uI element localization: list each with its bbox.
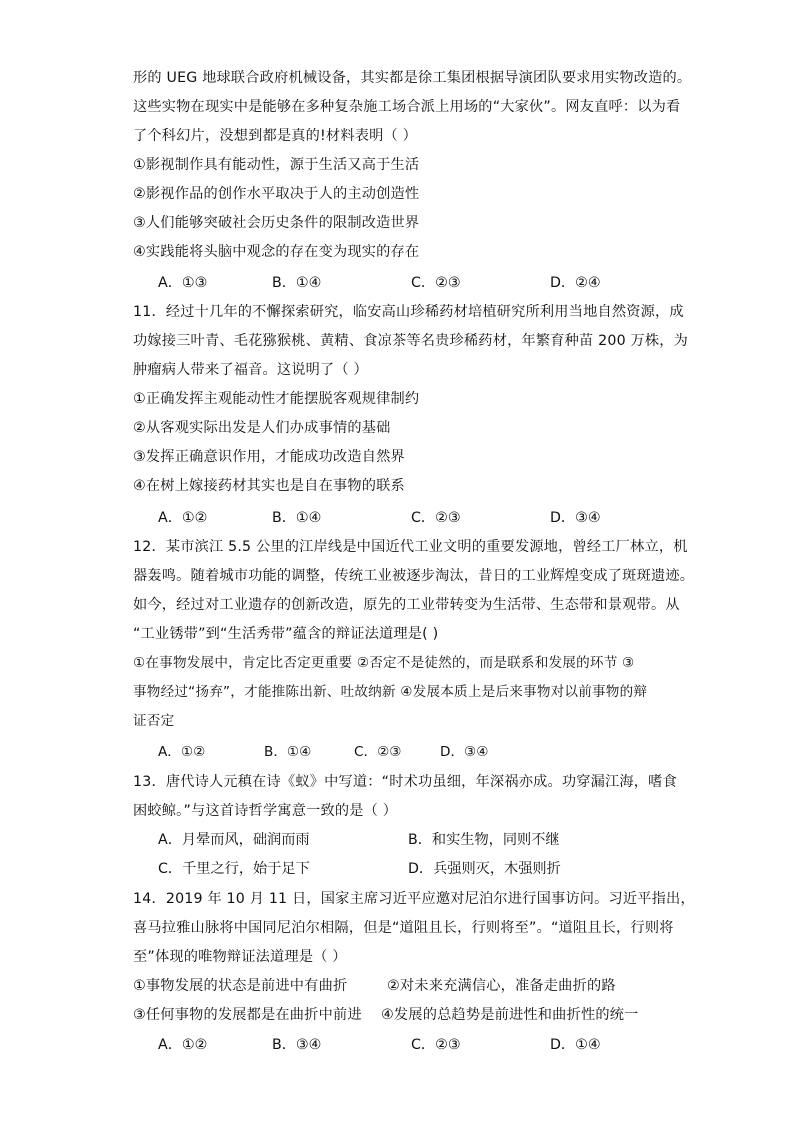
q14-statement-3: ③任何事物的发展都是在曲折中前进 (133, 1007, 362, 1023)
option-b[interactable]: B．③④ (272, 1037, 322, 1053)
option-d[interactable]: D．②④ (550, 275, 601, 291)
q10-statement-1: ①影视制作具有能动性，源于生活又高于生活 (133, 157, 420, 173)
option-a[interactable]: A．①② (158, 510, 208, 526)
q14-stem-line: 14．2019 年 10 月 11 日，国家主席习近平应邀对尼泊尔进行国事访问。习近平指出， (133, 891, 695, 907)
q14-statement-2: ②对未来充满信心，准备走曲折的路 (387, 978, 616, 994)
option-a[interactable]: A．①③ (158, 275, 208, 291)
q11-statement-1: ①正确发挥主观能动性才能摆脱客观规律制约 (133, 391, 420, 407)
q12-statements-line: ①在事物发展中，肯定比否定更重要 ②否定不是徒然的，而是联系和发展的环节 ③ (133, 655, 635, 671)
option-a[interactable]: A．月晕而风，础润而雨 (158, 832, 310, 848)
option-a[interactable]: A．①② (158, 1037, 208, 1053)
option-c[interactable]: C．千里之行，始于足下 (158, 861, 310, 877)
q12-stem-line: 12．某市滨江 5.5 公里的江岸线是中国近代工业文明的重要发源地，曾经工厂林立，机 (133, 539, 688, 555)
q12-stem-line: 如今，经过对工业遗存的创新改造，原先的工业带转变为生活带、生态带和景观带。从 (133, 597, 680, 613)
q10-stem-line: 这些实物在现实中是能够在多种复杂施工场合派上用场的“大家伙”。网友直呼：以为看 (133, 99, 681, 115)
option-c[interactable]: C．②③ (411, 510, 461, 526)
option-b[interactable]: B．①④ (272, 510, 322, 526)
q11-statement-2: ②从客观实际出发是人们办成事情的基础 (133, 420, 391, 436)
q11-statement-3: ③发挥正确意识作用，才能成功改造自然界 (133, 449, 405, 465)
q14-statement-4: ④发展的总趋势是前进性和曲折性的统一 (381, 1007, 639, 1023)
q13-stem-line: 困蛟鲸。”与这首诗哲学寓意一致的是（ ） (133, 803, 398, 819)
option-d[interactable]: D．③④ (440, 744, 489, 760)
q14-stem-line: 喜马拉雅山脉将中国同尼泊尔相隔，但是“道阻且长，行则将至”。“道阻且长，行则将 (133, 920, 674, 936)
q11-stem-line: 功嫁接三叶青、毛花猕猴桃、黄精、食凉茶等名贵珍稀药材，年繁育种苗 200 万株，为 (133, 333, 689, 349)
option-c[interactable]: C．②③ (354, 744, 402, 760)
q10-statement-4: ④实践能将头脑中观念的存在变为现实的存在 (133, 244, 420, 260)
q14-statement-1: ①事物发展的状态是前进中有曲折 (133, 978, 348, 994)
q12-stem-line: “工业锈带”到“生活秀带”蕴含的辩证法道理是( ) (133, 626, 439, 642)
option-b[interactable]: B．和实生物，同则不继 (408, 832, 560, 848)
q11-stem-line: 11．经过十几年的不懈探索研究，临安高山珍稀药材培植研究所利用当地自然资源，成 (133, 304, 684, 320)
q14-stem-line: 至”体现的唯物辩证法道理是（ ） (133, 949, 347, 965)
q12-statements-line: 事物经过“扬弃”，才能推陈出新、吐故纳新 ④发展本质上是后来事物对以前事物的辩 (133, 684, 648, 700)
option-d[interactable]: D．①④ (550, 1037, 601, 1053)
option-c[interactable]: C．②③ (411, 1037, 461, 1053)
q11-stem-line: 肿瘤病人带来了福音。这说明了（ ） (133, 362, 368, 378)
q10-stem-line: 了个科幻片，没想到都是真的!材料表明（ ） (133, 128, 417, 144)
q10-statement-3: ③人们能够突破社会历史条件的限制改造世界 (133, 215, 420, 231)
q12-stem-line: 器轰鸣。随着城市功能的调整，传统工业被逐步淘汰，昔日的工业辉煌变成了斑斑遗迹。 (133, 568, 695, 584)
option-d[interactable]: D．兵强则灭，木强则折 (408, 861, 561, 877)
option-c[interactable]: C．②③ (411, 275, 461, 291)
q10-stem-line: 形的 UEG 地球联合政府机械设备，其实都是徐工集团根据导演团队要求用实物改造的。 (133, 70, 692, 86)
option-b[interactable]: B．①④ (272, 275, 322, 291)
q10-statement-2: ②影视作品的创作水平取决于人的主动创造性 (133, 186, 420, 202)
q11-statement-4: ④在树上嫁接药材其实也是自在事物的联系 (133, 478, 405, 494)
q13-stem-line: 13．唐代诗人元稹在诗《蚁》中写道：“时术功虽细，年深祸亦成。功穿漏江海，嗜食 (133, 774, 677, 790)
option-a[interactable]: A．①② (158, 744, 206, 760)
option-d[interactable]: D．③④ (550, 510, 601, 526)
option-b[interactable]: B．①④ (264, 744, 312, 760)
q12-statements-line: 证否定 (133, 713, 175, 729)
